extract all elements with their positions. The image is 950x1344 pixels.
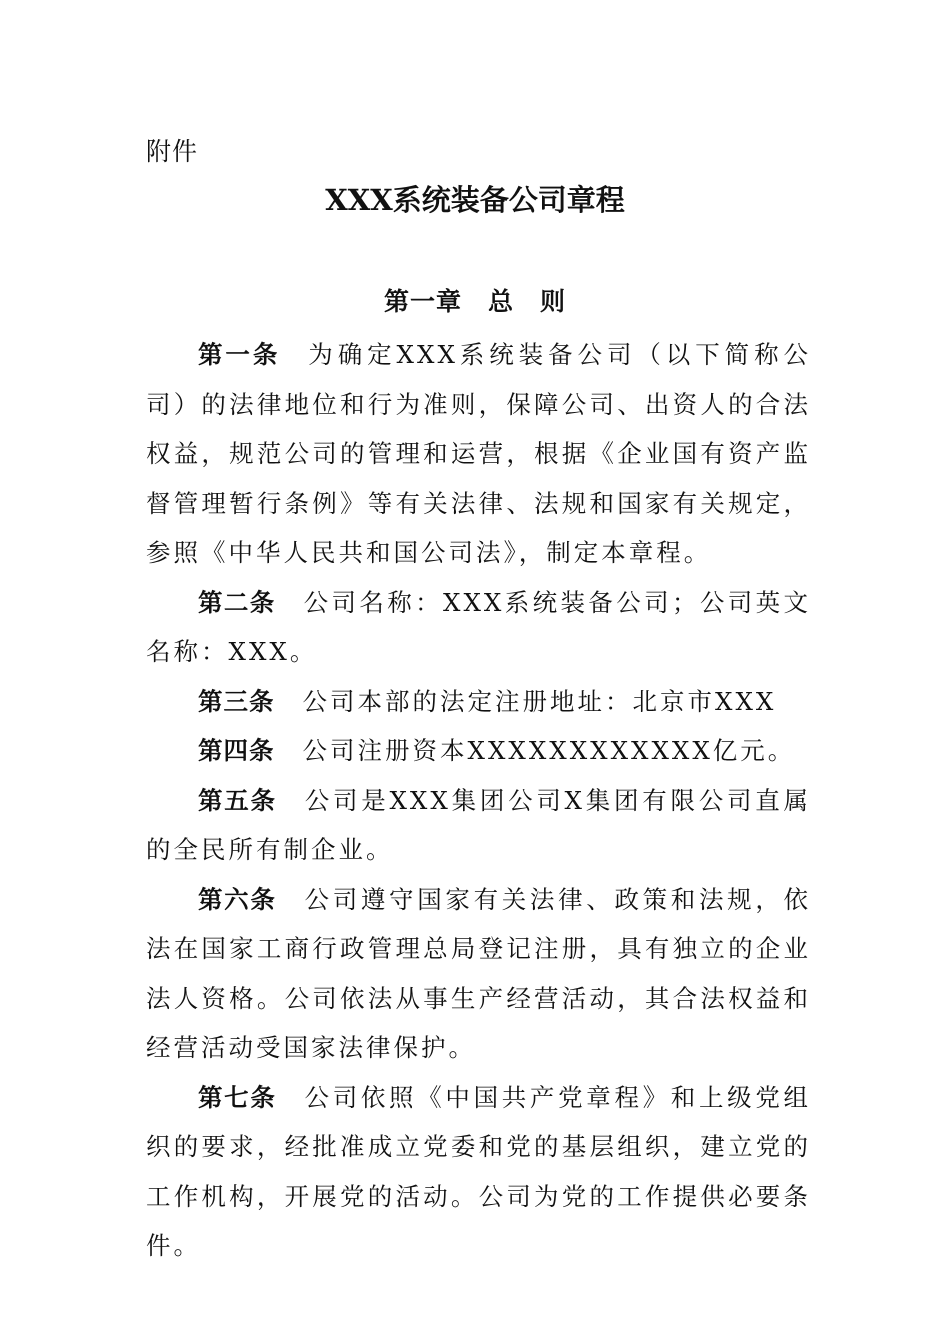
attachment-label: 附件 bbox=[146, 137, 199, 166]
article-number: 第六条 bbox=[198, 884, 277, 914]
article-number: 第一条 bbox=[198, 340, 281, 369]
article-6 bbox=[146, 875, 811, 1073]
article-3 bbox=[146, 677, 811, 727]
article-5 bbox=[146, 776, 811, 875]
article-number: 第七条 bbox=[198, 1082, 277, 1112]
article-1 bbox=[146, 330, 811, 578]
article-text: 公司依照《中国共产党章程》和上级党组织的要求，经批准成立党委和党的基层组织，建立党的工作机构，开展党的活动。公司为党的工作提供必要条件。 bbox=[146, 1082, 812, 1260]
article-text: 为确定XXX系统装备公司（以下简称公司）的法律地位和行为准则，保障公司、出资人的合法权益，规范公司的管理和运营，根据《企业国有资产监督管理暂行条例》等有关法律、法规和国家有关规定，参照《中华人民共和国公司法》，制定本章程。 bbox=[146, 340, 811, 567]
article-number: 第三条 bbox=[198, 686, 275, 716]
article-text: 公司本部的法定注册地址：北京市XXX bbox=[302, 686, 777, 716]
document-body bbox=[146, 330, 811, 1271]
article-number: 第五条 bbox=[198, 785, 277, 815]
chapter-heading: 第一章 总 则 bbox=[383, 287, 566, 316]
document-title: XXX系统装备公司章程 bbox=[325, 183, 625, 217]
article-7 bbox=[146, 1073, 811, 1271]
article-number: 第二条 bbox=[198, 587, 276, 617]
article-text: 公司是XXX集团公司X集团有限公司直属的全民所有制企业。 bbox=[146, 785, 811, 864]
article-number: 第四条 bbox=[198, 736, 275, 765]
article-text: 公司注册资本XXXXXXXXXXXX亿元。 bbox=[302, 736, 796, 765]
article-text: 公司遵守国家有关法律、政策和法规，依法在国家工商行政管理总局登记注册，具有独立的企业法人资格。公司依法从事生产经营活动，其合法权益和经营活动受国家法律保护。 bbox=[146, 884, 812, 1062]
article-4 bbox=[146, 726, 811, 776]
article-text: 公司名称：XXX系统装备公司；公司英文名称：XXX。 bbox=[146, 587, 812, 666]
article-2 bbox=[146, 578, 811, 677]
